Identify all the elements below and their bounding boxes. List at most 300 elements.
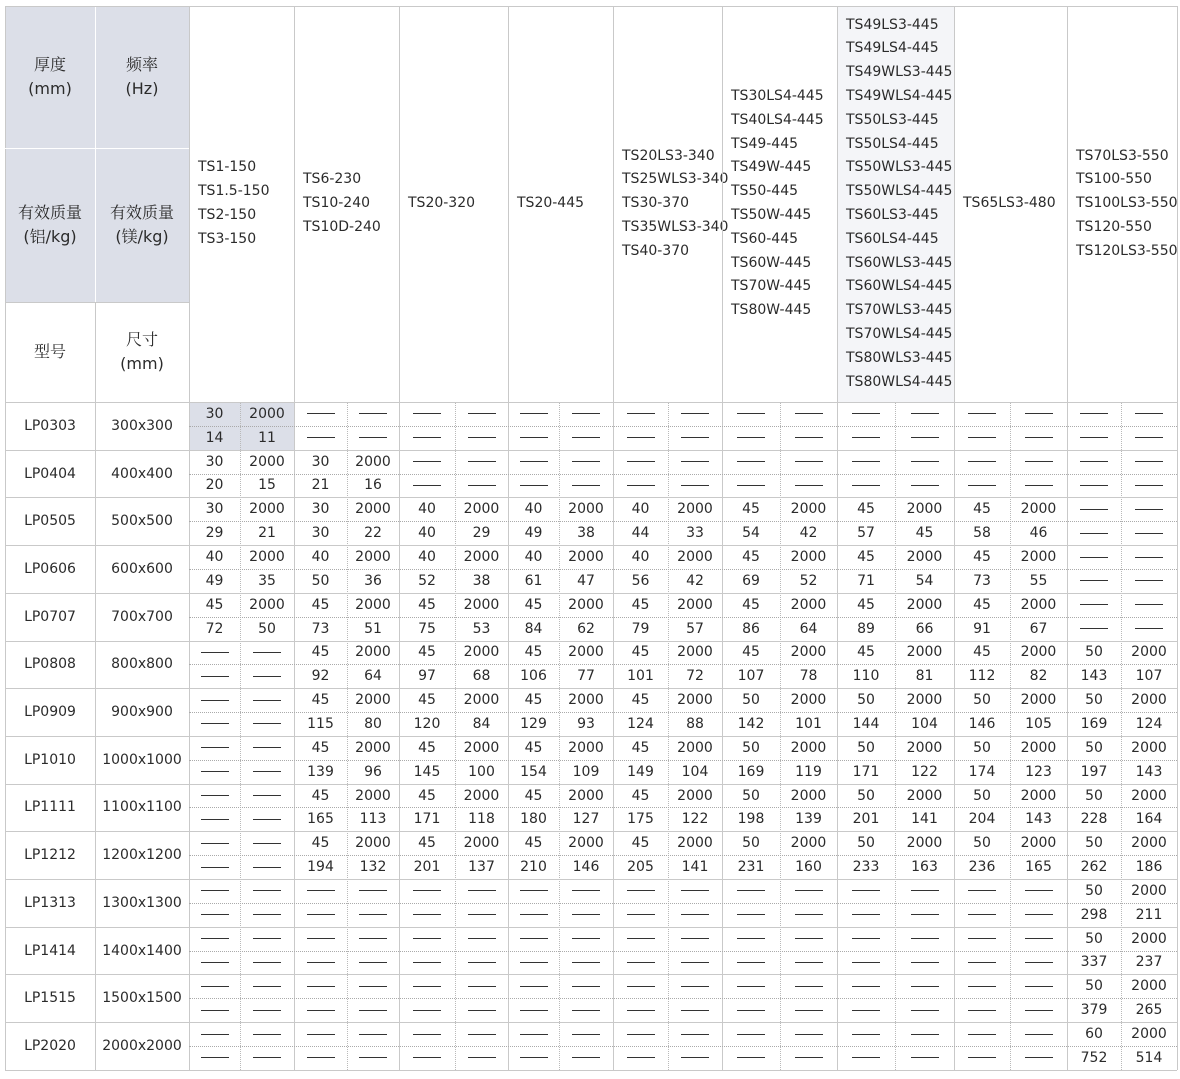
empty-dash (668, 951, 722, 975)
value-cell-top: 30 (189, 402, 240, 426)
value-cell-bottom: 337 (1080, 954, 1108, 971)
dash-mark (627, 1034, 655, 1035)
empty-dash (895, 927, 954, 951)
dash-mark (795, 413, 823, 414)
value-cell-top: 45 (311, 787, 330, 804)
grid-line (5, 879, 1177, 880)
value-cell-top: 2000 (1131, 1026, 1167, 1043)
dash-mark (201, 819, 229, 820)
dash-mark (911, 914, 939, 915)
dash-mark (1025, 461, 1053, 462)
dash-mark (1025, 1010, 1053, 1011)
value-cell-bottom: 141 (681, 859, 709, 876)
value-cell-bottom: 79 (631, 620, 650, 637)
model-name: TS60WLS4-445 (846, 278, 953, 295)
dash-mark (253, 890, 281, 891)
dash-mark (737, 890, 765, 891)
value-cell-top: 2000 (249, 549, 285, 566)
value-cell-top: 2000 (906, 787, 943, 804)
dash-mark (520, 1010, 548, 1011)
row-size: 500x500 (111, 513, 173, 530)
value-cell-bottom: 49 (205, 572, 224, 589)
value-cell-bottom: 64 (799, 620, 818, 637)
dash-mark (968, 938, 996, 939)
empty-dash (240, 1046, 294, 1070)
empty-dash (508, 903, 559, 927)
value-cell-top: 40 (524, 501, 543, 518)
dash-mark (681, 962, 709, 963)
empty-dash (559, 402, 613, 426)
value-cell-bottom: 29 (205, 525, 224, 542)
empty-dash (954, 1022, 1010, 1046)
value-cell-top: 2000 (463, 549, 500, 566)
dash-mark (627, 485, 655, 486)
dash-mark (253, 676, 281, 677)
value-cell-bottom: 132 (359, 859, 387, 876)
empty-dash (954, 1046, 1010, 1070)
dash-mark (627, 413, 655, 414)
empty-dash (455, 879, 508, 903)
empty-dash (722, 879, 780, 903)
row-model: LP0909 (24, 704, 76, 721)
grid-line (189, 664, 1177, 665)
value-cell-top: 2000 (463, 644, 500, 661)
empty-dash (668, 474, 722, 498)
empty-dash (895, 998, 954, 1022)
grid-line (613, 6, 614, 1070)
empty-dash (954, 927, 1010, 951)
value-cell-top: 45 (973, 596, 991, 613)
empty-dash (895, 1022, 954, 1046)
empty-dash (508, 879, 559, 903)
value-cell-top: 45 (631, 739, 650, 756)
value-cell-bottom: 82 (1029, 668, 1048, 685)
value-cell-bottom: 62 (577, 620, 595, 637)
dash-mark (1025, 485, 1053, 486)
value-cell-bottom: 205 (627, 859, 654, 876)
value-cell-bottom: 129 (520, 715, 547, 732)
value-cell-top: 2000 (355, 596, 391, 613)
row-model: LP1010 (24, 751, 76, 768)
value-cell-top: 45 (524, 787, 543, 804)
value-cell-bottom: 57 (857, 525, 875, 542)
dash-mark (201, 962, 229, 963)
model-name: TS49WLS3-445 (846, 64, 953, 81)
dash-mark (413, 461, 441, 462)
empty-dash (1010, 951, 1067, 975)
empty-dash (294, 402, 347, 426)
dash-mark (468, 890, 496, 891)
value-cell-top: 50 (1085, 692, 1103, 709)
value-cell-bottom: 107 (1135, 668, 1163, 685)
value-cell-top: 2000 (790, 692, 827, 709)
value-cell-bottom: 204 (968, 811, 996, 828)
dash-mark (795, 461, 823, 462)
value-cell-top: 45 (742, 596, 760, 613)
dash-mark (307, 437, 335, 438)
value-cell-bottom: 68 (472, 668, 491, 685)
value-cell-top: 2000 (906, 644, 943, 661)
empty-dash (613, 1022, 668, 1046)
value-cell-top: 40 (524, 549, 543, 566)
dash-mark (413, 890, 441, 891)
model-name: TS2-150 (198, 207, 257, 223)
value-cell-bottom: 163 (911, 859, 938, 876)
value-cell-bottom: 201 (852, 811, 880, 828)
dash-mark (307, 938, 335, 939)
dash-mark (520, 1057, 548, 1058)
empty-dash (399, 974, 455, 998)
dash-mark (737, 413, 765, 414)
value-cell-top: 2000 (568, 501, 604, 518)
empty-dash (1010, 879, 1067, 903)
empty-dash (455, 450, 508, 474)
empty-dash (780, 474, 837, 498)
value-cell-top: 45 (418, 739, 436, 756)
empty-dash (240, 784, 294, 808)
empty-dash (837, 1022, 895, 1046)
value-cell-top: 45 (311, 692, 330, 709)
dash-mark (1135, 628, 1163, 629)
value-cell-top: 2000 (1020, 644, 1057, 661)
value-cell-bottom: 107 (737, 668, 765, 685)
value-cell-bottom: 54 (915, 572, 934, 589)
value-cell-bottom: 84 (472, 715, 491, 732)
value-cell-bottom: 101 (795, 715, 822, 732)
value-cell-bottom: 72 (205, 620, 224, 637)
value-cell-bottom: 29 (472, 525, 491, 542)
value-cell-top: 40 (311, 549, 330, 566)
dash-mark (253, 986, 281, 987)
model-name: TS120-550 (1076, 218, 1152, 235)
value-cell-top: 45 (973, 501, 991, 518)
dash-mark (1080, 628, 1108, 629)
value-cell-bottom: 175 (627, 811, 654, 828)
grid-line (1177, 6, 1178, 1070)
dash-mark (253, 819, 281, 820)
value-cell-top: 50 (973, 787, 991, 804)
value-cell-bottom: 144 (852, 715, 880, 732)
dash-mark (201, 1010, 229, 1011)
dash-mark (852, 1057, 880, 1058)
row-size: 1000x1000 (102, 751, 182, 768)
value-cell-top: 2000 (1131, 835, 1167, 852)
value-cell-bottom: 101 (627, 668, 654, 685)
value-cell-bottom: 298 (1080, 906, 1108, 923)
empty-dash (399, 951, 455, 975)
mass-mg-unit: (镁/kg) (115, 227, 169, 246)
dash-mark (681, 1034, 709, 1035)
empty-dash (240, 951, 294, 975)
value-cell-top: 2000 (906, 549, 943, 566)
empty-dash (1067, 426, 1121, 450)
dash-mark (253, 723, 281, 724)
dash-mark (795, 1034, 823, 1035)
value-cell-top: 45 (524, 739, 543, 756)
dash-mark (968, 1034, 996, 1035)
value-cell-top: 45 (631, 692, 650, 709)
empty-dash (189, 807, 240, 831)
grid-line (837, 6, 838, 1070)
empty-dash (613, 951, 668, 975)
model-name: TS80WLS4-445 (846, 373, 953, 390)
dash-mark (413, 485, 441, 486)
dash-mark (911, 938, 939, 939)
dash-mark (1025, 986, 1053, 987)
value-cell-top: 45 (857, 501, 875, 518)
value-cell-top: 45 (311, 739, 330, 756)
value-cell-bottom: 50 (311, 572, 330, 589)
model-name: TS40LS4-445 (731, 111, 824, 128)
model-group-header (837, 6, 954, 402)
value-cell-bottom: 124 (1135, 715, 1163, 732)
empty-dash (455, 402, 508, 426)
dash-mark (253, 867, 281, 868)
dash-mark (1135, 604, 1163, 605)
empty-dash (837, 450, 895, 474)
empty-dash (895, 879, 954, 903)
empty-dash (240, 760, 294, 784)
empty-dash (1121, 426, 1177, 450)
empty-dash (668, 998, 722, 1022)
value-cell-top: 40 (205, 549, 224, 566)
mass-mg-label: 有效质量 (109, 203, 174, 222)
dash-mark (852, 461, 880, 462)
value-cell-bottom: 51 (364, 620, 382, 637)
size-header (95, 302, 189, 402)
value-cell-top: 2000 (1131, 644, 1167, 661)
empty-dash (455, 474, 508, 498)
empty-dash (837, 1046, 895, 1070)
value-cell-bottom: 21 (258, 525, 276, 542)
dash-mark (852, 437, 880, 438)
empty-dash (347, 426, 399, 450)
empty-dash (895, 1046, 954, 1070)
value-cell-bottom: 201 (413, 859, 441, 876)
dash-mark (795, 485, 823, 486)
model-name: TS20-445 (517, 195, 585, 212)
model-name: TS50WLS4-445 (846, 183, 953, 200)
model-name: TS49WLS4-445 (846, 88, 953, 105)
value-cell-bottom: 40 (418, 525, 436, 542)
value-cell-top: 50 (1085, 835, 1103, 852)
value-cell-bottom: 66 (915, 620, 934, 637)
grid-line (399, 6, 400, 1070)
empty-dash (780, 879, 837, 903)
empty-dash (189, 712, 240, 736)
empty-dash (780, 426, 837, 450)
dash-mark (572, 890, 600, 891)
value-cell-bottom: 96 (364, 763, 382, 780)
empty-dash (1067, 545, 1121, 569)
value-cell-bottom: 14 (189, 426, 240, 450)
dash-mark (307, 914, 335, 915)
dash-mark (911, 461, 939, 462)
model-name: TS49LS4-445 (846, 40, 939, 57)
grid-line (5, 6, 1177, 7)
value-cell-bottom: 265 (1135, 1002, 1163, 1019)
empty-dash (722, 974, 780, 998)
dash-mark (852, 986, 880, 987)
dash-mark (359, 890, 387, 891)
empty-dash (1121, 521, 1177, 545)
dash-mark (201, 1057, 229, 1058)
value-cell-top: 2000 (790, 501, 827, 518)
value-cell-top: 2000 (249, 453, 285, 470)
value-cell-top: 45 (418, 787, 436, 804)
row-model: LP1212 (24, 847, 76, 864)
empty-dash (1010, 1046, 1067, 1070)
empty-dash (1010, 1022, 1067, 1046)
empty-dash (559, 998, 613, 1022)
empty-dash (613, 927, 668, 951)
empty-dash (1121, 593, 1177, 617)
dash-mark (572, 1034, 600, 1035)
value-cell-top: 40 (631, 501, 650, 518)
dash-mark (1135, 533, 1163, 534)
value-cell-top: 2000 (1131, 882, 1167, 899)
value-cell-bottom: 127 (572, 811, 600, 828)
row-size: 1300x1300 (102, 894, 182, 911)
empty-dash (1067, 593, 1121, 617)
mass-al-label: 有效质量 (17, 203, 82, 222)
empty-dash (559, 1046, 613, 1070)
empty-dash (240, 736, 294, 760)
empty-dash (347, 927, 399, 951)
empty-dash (1121, 569, 1177, 593)
dash-mark (627, 1010, 655, 1011)
empty-dash (1067, 402, 1121, 426)
value-cell-top: 2000 (790, 644, 827, 661)
value-cell-bottom: 57 (686, 620, 704, 637)
value-cell-top: 2000 (677, 644, 713, 661)
dash-mark (253, 771, 281, 772)
dash-mark (795, 914, 823, 915)
value-cell-top: 30 (311, 501, 330, 518)
empty-dash (722, 998, 780, 1022)
dash-mark (572, 962, 600, 963)
value-cell-top: 2000 (355, 549, 391, 566)
empty-dash (294, 879, 347, 903)
grid-line (5, 497, 1177, 498)
row-model: LP1111 (24, 799, 76, 816)
value-cell-top: 2000 (568, 692, 604, 709)
dash-mark (520, 413, 548, 414)
value-cell-bottom: 109 (572, 763, 600, 780)
dash-mark (359, 1010, 387, 1011)
empty-dash (294, 998, 347, 1022)
empty-dash (895, 450, 954, 474)
empty-dash (189, 927, 240, 951)
model-name: TS60LS4-445 (846, 230, 939, 247)
dash-mark (253, 1010, 281, 1011)
empty-dash (613, 879, 668, 903)
dash-mark (1080, 413, 1108, 414)
frequency-unit: (Hz) (125, 79, 159, 98)
dash-mark (1080, 485, 1108, 486)
grid-line (5, 736, 1177, 737)
value-cell-top: 2000 (906, 739, 943, 756)
model-label: 型号 (33, 342, 66, 361)
empty-dash (240, 664, 294, 688)
grid-line (189, 617, 1177, 618)
specification-table (5, 6, 1177, 1074)
empty-dash (399, 1046, 455, 1070)
value-cell-top: 2000 (906, 596, 943, 613)
empty-dash (895, 474, 954, 498)
empty-dash (954, 474, 1010, 498)
value-cell-top: 50 (742, 739, 760, 756)
empty-dash (559, 1022, 613, 1046)
dash-mark (1135, 461, 1163, 462)
dash-mark (968, 914, 996, 915)
empty-dash (559, 450, 613, 474)
grid-line (5, 831, 1177, 832)
dash-mark (852, 914, 880, 915)
value-cell-top: 45 (311, 644, 330, 661)
empty-dash (668, 450, 722, 474)
value-cell-top: 2000 (463, 835, 500, 852)
model-name: TS3-150 (198, 230, 257, 247)
value-cell-top: 50 (857, 692, 875, 709)
dash-mark (681, 1057, 709, 1058)
empty-dash (399, 927, 455, 951)
dash-mark (253, 1034, 281, 1035)
empty-dash (559, 879, 613, 903)
dash-mark (737, 914, 765, 915)
dash-mark (307, 890, 335, 891)
empty-dash (613, 450, 668, 474)
value-cell-bottom: 52 (799, 572, 818, 589)
dash-mark (359, 413, 387, 414)
dash-mark (681, 437, 709, 438)
empty-dash (722, 1022, 780, 1046)
value-cell-top: 2000 (790, 835, 827, 852)
value-cell-bottom: 100 (468, 763, 495, 780)
dash-mark (201, 867, 229, 868)
dash-mark (1080, 533, 1108, 534)
value-cell-top: 2000 (1020, 739, 1057, 756)
empty-dash (294, 1046, 347, 1070)
empty-dash (722, 951, 780, 975)
dash-mark (413, 986, 441, 987)
value-cell-top: 50 (857, 787, 875, 804)
value-cell-top: 2000 (677, 596, 713, 613)
empty-dash (722, 426, 780, 450)
empty-dash (780, 951, 837, 975)
value-cell-bottom: 237 (1135, 954, 1163, 971)
empty-dash (1010, 974, 1067, 998)
value-cell-top: 2000 (906, 692, 943, 709)
dash-mark (1025, 1057, 1053, 1058)
dash-mark (1025, 1034, 1053, 1035)
empty-dash (189, 784, 240, 808)
row-model: LP1515 (24, 990, 76, 1007)
dash-mark (627, 962, 655, 963)
model-name: TS70WLS4-445 (846, 325, 953, 342)
dash-mark (911, 1057, 939, 1058)
value-cell-bottom: 124 (627, 715, 654, 732)
empty-dash (240, 903, 294, 927)
model-name: TS120LS3-550 (1076, 242, 1178, 259)
dash-mark (737, 986, 765, 987)
dash-mark (852, 1034, 880, 1035)
grid-line (5, 450, 1177, 451)
value-cell-bottom: 81 (915, 668, 934, 685)
empty-dash (240, 1022, 294, 1046)
dash-mark (201, 676, 229, 677)
empty-dash (240, 807, 294, 831)
